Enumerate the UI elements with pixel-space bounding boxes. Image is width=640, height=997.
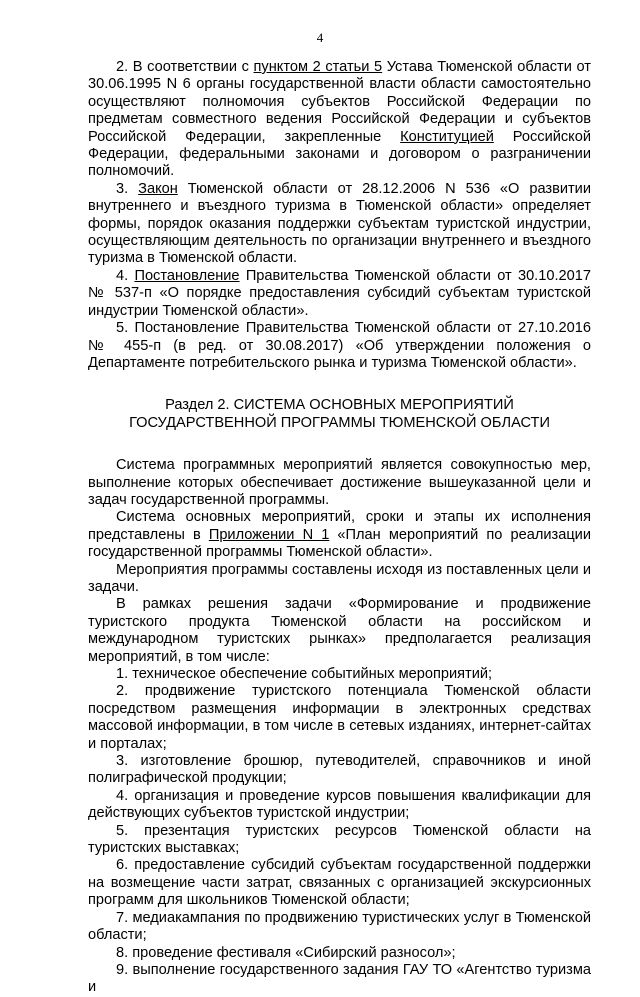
paragraph: [88, 181, 591, 268]
paragraph-text: «План мероприятий по реализации государственной программы Тюменской области».: [88, 526, 591, 561]
paragraph: [88, 562, 591, 597]
document-body: [88, 59, 591, 997]
paragraph-text: Российской Федерации, федеральными законами и договором о разграничении полномочий.: [88, 128, 591, 180]
paragraph: [88, 268, 591, 320]
paragraph-text: 8. проведение фестиваля «Сибирский разносол»;: [116, 944, 456, 961]
document-reference-link[interactable]: пунктом 2 статьи 5: [253, 59, 383, 75]
paragraph: [88, 59, 591, 181]
document-reference-link[interactable]: Приложении N 1: [208, 526, 330, 543]
paragraph-text: 5. Постановление Правительства Тюменской области от 27.10.2016 № 455-п (в ред. от 30.08.2017) «Об утверждении положения о Департаменте потребительского рынка и туризма Тюменской области».: [88, 320, 591, 371]
paragraph-text: 3.: [116, 180, 139, 197]
paragraph-text: В рамках решения задачи «Формирование и продвижение туристского продукта Тюменской области на российском и международном туристских рынках» предполагается реализация мероприятий, в том числе:: [88, 596, 591, 665]
paragraph: [88, 666, 591, 683]
paragraph-text: 9. выполнение государственного задания ГАУ ТО «Агентство туризма и: [88, 961, 591, 996]
paragraph-text: Система основных мероприятий, сроки и этапы их исполнения представлены в: [88, 509, 591, 543]
section-heading-line-2: ГОСУДАРСТВЕННОЙ ПРОГРАММЫ ТЮМЕНСКОЙ ОБЛАСТИ: [129, 414, 550, 431]
paragraph: [88, 320, 591, 372]
paragraph-text: 5. презентация туристских ресурсов Тюменской области на туристских выставках;: [88, 822, 591, 857]
paragraph-text: Тюменской области от 28.12.2006 N 536 «О развитии внутреннего и въездного туризма в Тюменской области» определяет формы, порядок оказания поддержки субъектам туристской индустрии, осуществляющим деятельность по организации внутреннего и въездного туризма в Тюменской области.: [88, 180, 591, 267]
paragraph: [88, 857, 591, 909]
paragraph: [88, 788, 591, 823]
section-heading-line-1: Раздел 2. СИСТЕМА ОСНОВНЫХ МЕРОПРИЯТИЙ: [165, 397, 514, 414]
paragraph-text: Устава Тюменской области от 30.06.1995 N 6 органы государственной власти области самостоятельно осуществляют полномочия субъектов Российской Федерации по предметам совместного ведения Российской Федерации и субъектов Российской Федерации, закрепленные: [88, 59, 591, 145]
paragraph: [88, 945, 591, 962]
paragraph: [88, 753, 591, 788]
paragraph: [88, 596, 591, 666]
paragraph-text: 4. организация и проведение курсов повышения квалификации для действующих субъектов туристской индустрии;: [88, 787, 591, 822]
paragraph: [88, 962, 591, 997]
paragraph-text: 6. предоставление субсидий субъектам государственной поддержки на возмещение части затрат, связанных с организацией экскурсионных программ для школьников Тюменской области;: [88, 857, 591, 909]
paragraph: [88, 509, 591, 561]
paragraph: [88, 823, 591, 858]
paragraph: [88, 457, 591, 509]
paragraph-text: 3. изготовление брошюр, путеводителей, справочников и иной полиграфической продукции;: [88, 753, 591, 787]
section-heading: [88, 397, 591, 432]
legal-basis-list: [88, 59, 591, 372]
paragraph-text: 7. медиакампания по продвижению туристических услуг в Тюменской области;: [88, 909, 591, 944]
paragraph: [88, 683, 591, 753]
paragraph-text: 2. В соответствии с: [116, 59, 254, 75]
document-reference-link[interactable]: Постановление: [134, 267, 240, 284]
paragraph-text: 1. техническое обеспечение событийных мероприятий;: [116, 666, 493, 682]
paragraph: [88, 910, 591, 945]
paragraph-text: Правительства Тюменской области от 30.10.2017 № 537-п «О порядке предоставления субсидий субъектам туристской индустрии Тюменской области».: [88, 267, 591, 319]
paragraph-text: Мероприятия программы составлены исходя из поставленных цели и задачи.: [88, 561, 591, 595]
document-reference-link[interactable]: Закон: [138, 180, 178, 197]
paragraph-text: 2. продвижение туристского потенциала Тюменской области посредством размещения информации в электронных средствах массовой информации, в том числе в сетевых изданиях, интернет-сайтах и порталах;: [88, 683, 591, 752]
document-reference-link[interactable]: Конституцией: [400, 128, 494, 145]
paragraph-text: 4.: [116, 267, 135, 284]
paragraph-text: Система программных мероприятий является совокупностью мер, выполнение которых обеспечивает достижение вышеуказанной цели и задач государственной программы.: [88, 457, 591, 508]
measures-list: [88, 457, 591, 997]
page-number: 4: [316, 30, 324, 45]
